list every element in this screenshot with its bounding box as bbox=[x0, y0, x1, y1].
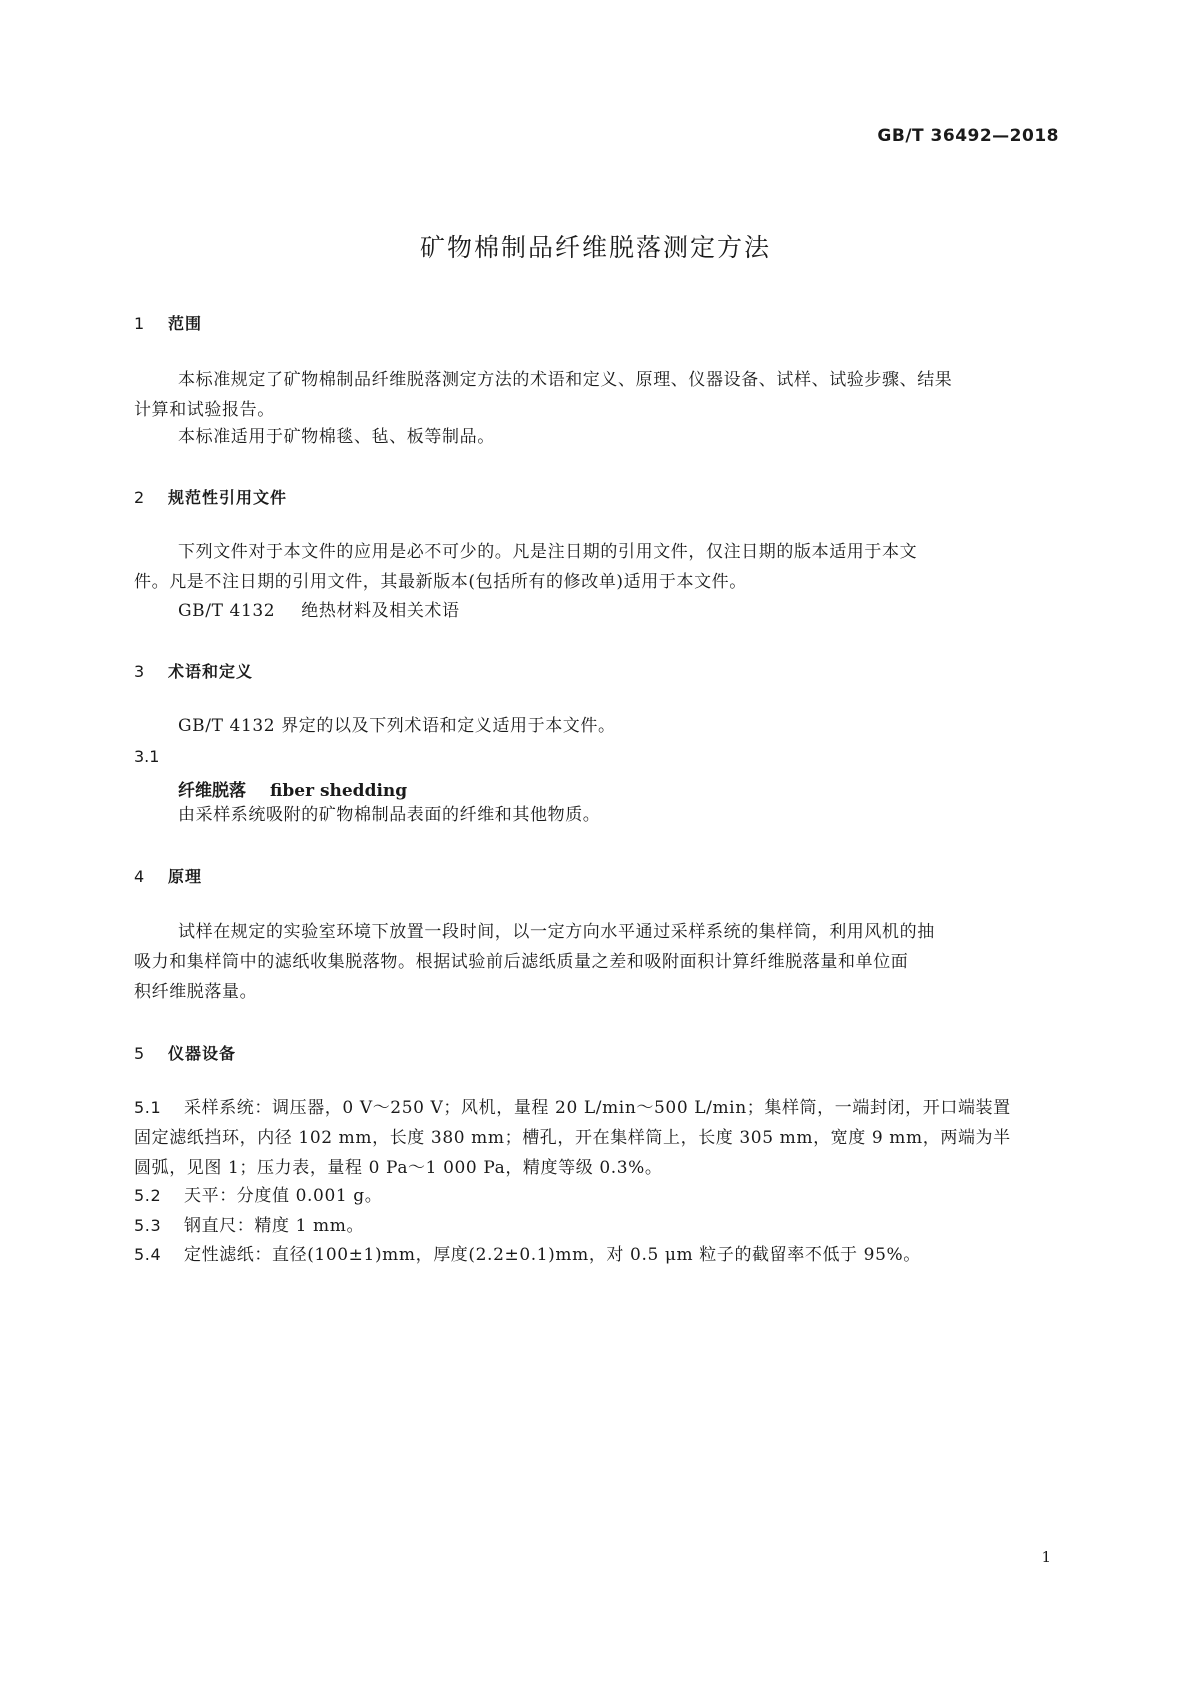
text-line: 计算和试验报告。 bbox=[134, 400, 275, 420]
document-number: GB/T 36492—2018 bbox=[877, 126, 1059, 146]
section-title: 范围 bbox=[168, 314, 203, 333]
text-line: 本标准适用于矿物棉毯、毡、板等制品。 bbox=[178, 427, 495, 447]
term-number: 3.1 bbox=[134, 747, 160, 766]
item-number: 5.3 bbox=[134, 1216, 162, 1235]
reference-code: GB/T 4132 bbox=[178, 601, 276, 621]
section-4-heading bbox=[134, 864, 202, 887]
text-line: 圆弧，见图 1；压力表，量程 0 Pa～1 000 Pa，精度等级 0.3%。 bbox=[134, 1158, 663, 1178]
section-2-heading bbox=[134, 485, 287, 508]
document-title: 矿物棉制品纤维脱落测定方法 bbox=[419, 233, 771, 262]
item-5-2 bbox=[134, 1181, 382, 1211]
text-line: 天平：分度值 0.001 g。 bbox=[184, 1186, 383, 1206]
term-definition bbox=[134, 800, 600, 830]
section-number: 3 bbox=[134, 662, 146, 681]
reference-name: 绝热材料及相关术语 bbox=[301, 601, 460, 621]
section-4-paragraph-1 bbox=[134, 917, 935, 1007]
section-title: 术语和定义 bbox=[168, 662, 254, 681]
section-2-paragraph-1 bbox=[134, 537, 917, 597]
item-5-1 bbox=[134, 1093, 1011, 1183]
section-number: 5 bbox=[134, 1044, 146, 1063]
section-1-paragraph-1 bbox=[134, 365, 952, 425]
text-line: 采样系统：调压器，0 V～250 V；风机，量程 20 L/min～500 L/min；集样筒，一端封闭，开口端装置 bbox=[184, 1098, 1011, 1118]
section-3-heading bbox=[134, 659, 253, 682]
item-5-4 bbox=[134, 1240, 921, 1270]
section-title: 仪器设备 bbox=[168, 1044, 237, 1063]
section-1-paragraph-2 bbox=[134, 422, 495, 452]
item-number: 5.1 bbox=[134, 1098, 162, 1117]
text-line: 件。凡是不注日期的引用文件，其最新版本(包括所有的修改单)适用于本文件。 bbox=[134, 572, 747, 592]
text-line: 下列文件对于本文件的应用是必不可少的。凡是注日期的引用文件，仅注日期的版本适用于本文 bbox=[178, 542, 918, 562]
section-number: 4 bbox=[134, 867, 146, 886]
term-chinese: 纤维脱落 bbox=[178, 781, 246, 801]
term-english: fiber shedding bbox=[270, 781, 408, 801]
text-line: 由采样系统吸附的矿物棉制品表面的纤维和其他物质。 bbox=[178, 805, 601, 825]
page-number: 1 bbox=[1041, 1548, 1051, 1566]
text-line: 钢直尺：精度 1 mm。 bbox=[184, 1216, 365, 1236]
item-number: 5.2 bbox=[134, 1186, 162, 1205]
text-line: 积纤维脱落量。 bbox=[134, 982, 258, 1002]
section-1-heading bbox=[134, 311, 202, 334]
item-5-3 bbox=[134, 1211, 364, 1241]
normative-reference bbox=[134, 596, 460, 626]
section-number: 1 bbox=[134, 314, 146, 333]
term-entry bbox=[178, 776, 407, 801]
section-5-heading bbox=[134, 1041, 236, 1064]
text-line: 吸力和集样筒中的滤纸收集脱落物。根据试验前后滤纸质量之差和吸附面积计算纤维脱落量和单位面 bbox=[134, 952, 909, 972]
section-number: 2 bbox=[134, 488, 146, 507]
text-line: 固定滤纸挡环，内径 102 mm，长度 380 mm；槽孔，开在集样筒上，长度 305 mm，宽度 9 mm，两端为半 bbox=[134, 1128, 1011, 1148]
section-title: 规范性引用文件 bbox=[168, 488, 288, 507]
text-line: 本标准规定了矿物棉制品纤维脱落测定方法的术语和定义、原理、仪器设备、试样、试验步骤、结果 bbox=[178, 370, 953, 390]
item-number: 5.4 bbox=[134, 1245, 162, 1264]
section-title: 原理 bbox=[168, 867, 203, 886]
text-line: 定性滤纸：直径(100±1)mm，厚度(2.2±0.1)mm，对 0.5 μm 粒子的截留率不低于 95%。 bbox=[184, 1245, 921, 1265]
text-line: 试样在规定的实验室环境下放置一段时间，以一定方向水平通过采样系统的集样筒，利用风机的抽 bbox=[178, 922, 935, 942]
section-3-paragraph-1 bbox=[134, 711, 616, 741]
text-line: GB/T 4132 界定的以及下列术语和定义适用于本文件。 bbox=[178, 716, 616, 736]
